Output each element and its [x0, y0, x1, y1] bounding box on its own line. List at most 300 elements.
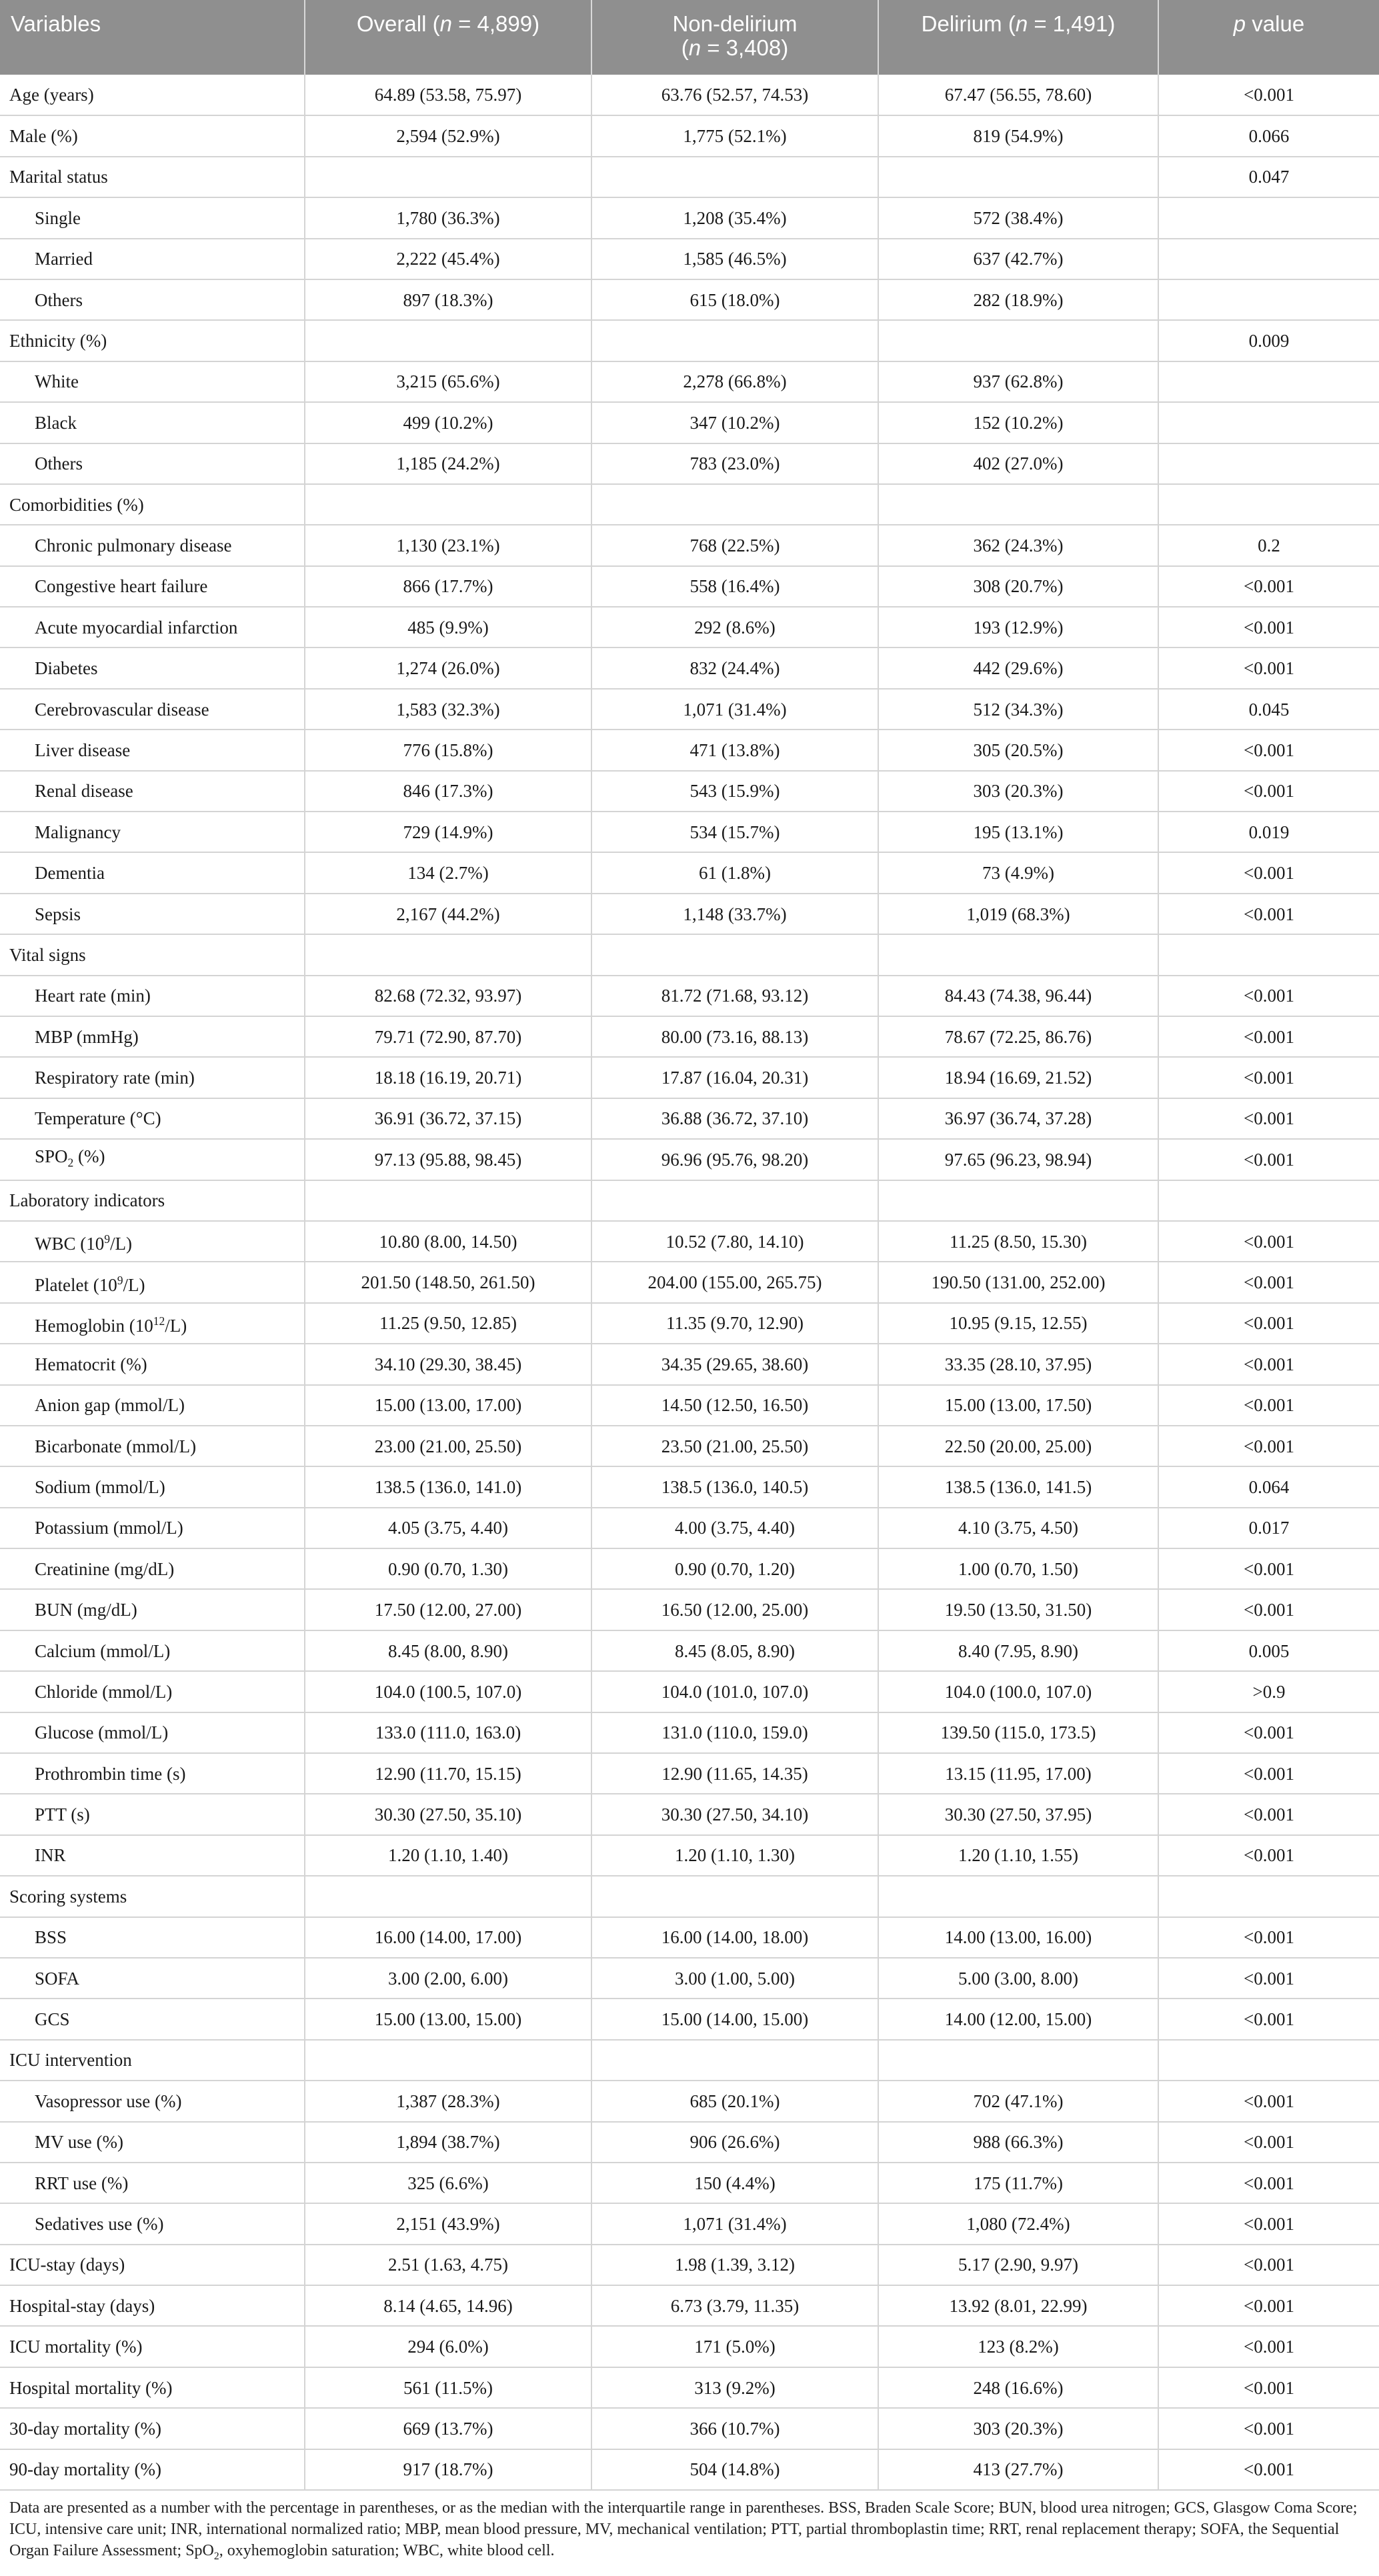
cell-overall: 846 (17.3%) [305, 771, 591, 812]
cell-non-delirium: 171 (5.0%) [591, 2326, 878, 2367]
cell-delirium: 362 (24.3%) [878, 525, 1158, 565]
cell-non-delirium: 615 (18.0%) [591, 279, 878, 320]
cell-p-value: <0.001 [1158, 1016, 1379, 1057]
cell-delirium: 1.00 (0.70, 1.50) [878, 1548, 1158, 1589]
table-row [0, 566, 1379, 607]
table-row [0, 484, 1379, 525]
cell-overall: 2,594 (52.9%) [305, 115, 591, 156]
cell-delirium: 19.50 (13.50, 31.50) [878, 1589, 1158, 1630]
row-label: Acute myocardial infarction [0, 607, 305, 648]
cell-delirium: 22.50 (20.00, 25.00) [878, 1426, 1158, 1466]
cell-non-delirium: 150 (4.4%) [591, 2163, 878, 2203]
cell-overall: 561 (11.5%) [305, 2367, 591, 2408]
row-label: Black [0, 402, 305, 443]
cell-non-delirium: 783 (23.0%) [591, 443, 878, 484]
cell-non-delirium [591, 484, 878, 525]
table-row [0, 2326, 1379, 2367]
cell-overall: 8.14 (4.65, 14.96) [305, 2285, 591, 2326]
cell-p-value: <0.001 [1158, 1098, 1379, 1139]
cell-p-value: <0.001 [1158, 1139, 1379, 1180]
cell-p-value: <0.001 [1158, 1712, 1379, 1753]
table-row [0, 1712, 1379, 1753]
cell-delirium: 637 (42.7%) [878, 239, 1158, 279]
cell-non-delirium: 15.00 (14.00, 15.00) [591, 1999, 878, 2039]
cell-overall: 897 (18.3%) [305, 279, 591, 320]
row-label: Potassium (mmol/L) [0, 1508, 305, 1548]
cell-overall: 1.20 (1.10, 1.40) [305, 1835, 591, 1876]
table-row [0, 607, 1379, 648]
cell-p-value: <0.001 [1158, 1835, 1379, 1876]
cell-overall: 34.10 (29.30, 38.45) [305, 1344, 591, 1384]
cell-p-value: <0.001 [1158, 1589, 1379, 1630]
cell-non-delirium: 0.90 (0.70, 1.20) [591, 1548, 878, 1589]
row-label: Calcium (mmol/L) [0, 1630, 305, 1671]
cell-overall: 16.00 (14.00, 17.00) [305, 1917, 591, 1958]
row-label: PTT (s) [0, 1794, 305, 1834]
cell-p-value: <0.001 [1158, 1385, 1379, 1426]
cell-p-value: <0.001 [1158, 2163, 1379, 2203]
row-label: Hematocrit (%) [0, 1344, 305, 1384]
cell-delirium: 36.97 (36.74, 37.28) [878, 1098, 1158, 1139]
table-row [0, 976, 1379, 1016]
cell-p-value: 0.066 [1158, 115, 1379, 156]
cell-overall: 1,185 (24.2%) [305, 443, 591, 484]
table-row [0, 2367, 1379, 2408]
cell-p-value: 0.064 [1158, 1466, 1379, 1507]
cell-p-value: <0.001 [1158, 2081, 1379, 2121]
cell-delirium: 402 (27.0%) [878, 443, 1158, 484]
row-label: ICU-stay (days) [0, 2245, 305, 2285]
cell-p-value [1158, 1180, 1379, 1221]
cell-p-value: <0.001 [1158, 1221, 1379, 1262]
cell-overall: 15.00 (13.00, 17.00) [305, 1385, 591, 1426]
table-footnote: Data are presented as a number with the percentage in parentheses, or as the median with the interquartile range in parentheses. BSS, Braden Scale Score; BUN, blood urea nitrogen; GCS, Glasgow Coma Score; ICU, intensive care unit; INR, international normalized ratio; MBP, mean blood pressure, MV, mechanical ventilation; PTT, partial thromboplastin time; RRT, renal replacement therapy; SOFA, the Sequential Organ Failure Assessment; SpO$_2$, oxyhemoglobin saturation; WBC, white blood cell. [9, 2499, 1358, 2562]
row-label: Hospital mortality (%) [0, 2367, 305, 2408]
cell-delirium: 413 (27.7%) [878, 2449, 1158, 2490]
cell-p-value: <0.001 [1158, 2203, 1379, 2244]
table-row [0, 894, 1379, 934]
cell-non-delirium: 16.50 (12.00, 25.00) [591, 1589, 878, 1630]
table-row [0, 1508, 1379, 1548]
table-row [0, 443, 1379, 484]
cell-non-delirium: 80.00 (73.16, 88.13) [591, 1016, 878, 1057]
cell-overall: 2,222 (45.4%) [305, 239, 591, 279]
cell-delirium: 303 (20.3%) [878, 771, 1158, 812]
table-row [0, 2245, 1379, 2285]
cell-overall: 325 (6.6%) [305, 2163, 591, 2203]
row-label: Prothrombin time (s) [0, 1753, 305, 1794]
cell-delirium: 138.5 (136.0, 141.5) [878, 1466, 1158, 1507]
cell-overall: 36.91 (36.72, 37.15) [305, 1098, 591, 1139]
cell-non-delirium: 471 (13.8%) [591, 730, 878, 770]
cell-non-delirium: 2,278 (66.8%) [591, 361, 878, 402]
cell-overall [305, 1876, 591, 1916]
cell-overall: 1,894 (38.7%) [305, 2122, 591, 2163]
cell-delirium: 73 (4.9%) [878, 852, 1158, 893]
cell-non-delirium [591, 1876, 878, 1916]
cell-non-delirium: 543 (15.9%) [591, 771, 878, 812]
cell-non-delirium: 3.00 (1.00, 5.00) [591, 1958, 878, 1999]
row-label: Comorbidities (%) [0, 484, 305, 525]
cell-non-delirium: 347 (10.2%) [591, 402, 878, 443]
cell-p-value: <0.001 [1158, 1057, 1379, 1098]
cell-overall [305, 1180, 591, 1221]
cell-overall: 79.71 (72.90, 87.70) [305, 1016, 591, 1057]
cell-overall: 1,780 (36.3%) [305, 197, 591, 238]
cell-non-delirium: 23.50 (21.00, 25.50) [591, 1426, 878, 1466]
cell-non-delirium: 96.96 (95.76, 98.20) [591, 1139, 878, 1180]
table-row [0, 320, 1379, 361]
cell-delirium: 190.50 (131.00, 252.00) [878, 1262, 1158, 1302]
cell-delirium: 442 (29.6%) [878, 648, 1158, 688]
cell-overall: 294 (6.0%) [305, 2326, 591, 2367]
table-row [0, 1548, 1379, 1589]
cell-delirium: 67.47 (56.55, 78.60) [878, 75, 1158, 115]
row-label: Married [0, 239, 305, 279]
cell-delirium [878, 1876, 1158, 1916]
cell-p-value: 0.009 [1158, 320, 1379, 361]
table-row [0, 1098, 1379, 1139]
cell-p-value: <0.001 [1158, 1917, 1379, 1958]
cell-overall: 8.45 (8.00, 8.90) [305, 1630, 591, 1671]
table-row [0, 1180, 1379, 1221]
cell-overall [305, 320, 591, 361]
cell-non-delirium: 313 (9.2%) [591, 2367, 878, 2408]
table-row [0, 1466, 1379, 1507]
header-variables: Variables [0, 0, 305, 75]
cell-overall: 729 (14.9%) [305, 812, 591, 852]
row-label: ICU mortality (%) [0, 2326, 305, 2367]
cell-overall: 201.50 (148.50, 261.50) [305, 1262, 591, 1302]
cell-overall: 133.0 (111.0, 163.0) [305, 1712, 591, 1753]
cell-delirium: 988 (66.3%) [878, 2122, 1158, 2163]
cell-p-value: <0.001 [1158, 2408, 1379, 2449]
cell-non-delirium: 768 (22.5%) [591, 525, 878, 565]
table-row [0, 75, 1379, 115]
row-label: Age (years) [0, 75, 305, 115]
row-label: $SPO_2$ (%) [0, 1139, 305, 1180]
row-label: Chronic pulmonary disease [0, 525, 305, 565]
table-row [0, 1344, 1379, 1384]
cell-p-value [1158, 2040, 1379, 2081]
cell-delirium [878, 1180, 1158, 1221]
row-label: Platelet $(10^9/L)$ [0, 1262, 305, 1302]
cell-overall: 0.90 (0.70, 1.30) [305, 1548, 591, 1589]
cell-p-value: <0.001 [1158, 1344, 1379, 1384]
table-row [0, 279, 1379, 320]
cell-overall: 2,151 (43.9%) [305, 2203, 591, 2244]
table-row [0, 1139, 1379, 1180]
table-row [0, 1426, 1379, 1466]
cell-p-value: <0.001 [1158, 2367, 1379, 2408]
cell-non-delirium: 104.0 (101.0, 107.0) [591, 1671, 878, 1712]
cell-p-value: <0.001 [1158, 607, 1379, 648]
cell-overall: 776 (15.8%) [305, 730, 591, 770]
cell-non-delirium: 81.72 (71.68, 93.12) [591, 976, 878, 1016]
table-row [0, 1221, 1379, 1262]
table-row [0, 2081, 1379, 2121]
cell-delirium: 123 (8.2%) [878, 2326, 1158, 2367]
table-row [0, 1671, 1379, 1712]
header-row [0, 0, 1379, 75]
cell-delirium: 10.95 (9.15, 12.55) [878, 1303, 1158, 1344]
cell-delirium: 18.94 (16.69, 21.52) [878, 1057, 1158, 1098]
table-row [0, 402, 1379, 443]
row-label: Congestive heart failure [0, 566, 305, 607]
table-row [0, 157, 1379, 197]
cell-non-delirium [591, 320, 878, 361]
cell-overall: 15.00 (13.00, 15.00) [305, 1999, 591, 2039]
table-row [0, 1630, 1379, 1671]
cell-delirium: 104.0 (100.0, 107.0) [878, 1671, 1158, 1712]
cell-delirium: 33.35 (28.10, 37.95) [878, 1344, 1158, 1384]
cell-overall: 2,167 (44.2%) [305, 894, 591, 934]
cell-overall: 64.89 (53.58, 75.97) [305, 75, 591, 115]
table-row [0, 2285, 1379, 2326]
cell-delirium: 14.00 (12.00, 15.00) [878, 1999, 1158, 2039]
row-label: White [0, 361, 305, 402]
cell-delirium: 13.15 (11.95, 17.00) [878, 1753, 1158, 1794]
cell-delirium: 8.40 (7.95, 8.90) [878, 1630, 1158, 1671]
row-label: ICU intervention [0, 2040, 305, 2081]
table-row [0, 361, 1379, 402]
table-row [0, 689, 1379, 730]
cell-p-value: <0.001 [1158, 1794, 1379, 1834]
cell-p-value [1158, 402, 1379, 443]
cell-non-delirium: 685 (20.1%) [591, 2081, 878, 2121]
cell-delirium: 5.00 (3.00, 8.00) [878, 1958, 1158, 1999]
cell-overall: 18.18 (16.19, 20.71) [305, 1057, 591, 1098]
cell-p-value [1158, 197, 1379, 238]
row-label: Sepsis [0, 894, 305, 934]
cell-overall: 917 (18.7%) [305, 2449, 591, 2490]
cell-overall: 134 (2.7%) [305, 852, 591, 893]
cell-delirium: 78.67 (72.25, 86.76) [878, 1016, 1158, 1057]
header-overall: Overall (n = 4,899) [305, 0, 591, 75]
cell-overall: 10.80 (8.00, 14.50) [305, 1221, 591, 1262]
cell-non-delirium [591, 1180, 878, 1221]
cell-overall: 1,274 (26.0%) [305, 648, 591, 688]
cell-p-value: <0.001 [1158, 2122, 1379, 2163]
cell-p-value: >0.9 [1158, 1671, 1379, 1712]
cell-p-value: <0.001 [1158, 1999, 1379, 2039]
table-row [0, 934, 1379, 975]
row-label: Diabetes [0, 648, 305, 688]
table-row [0, 730, 1379, 770]
row-label: BUN (mg/dL) [0, 1589, 305, 1630]
table-row [0, 1057, 1379, 1098]
cell-p-value: <0.001 [1158, 1958, 1379, 1999]
cell-delirium: 937 (62.8%) [878, 361, 1158, 402]
cell-overall: 4.05 (3.75, 4.40) [305, 1508, 591, 1548]
table-body [0, 75, 1379, 2490]
row-label: Hospital-stay (days) [0, 2285, 305, 2326]
cell-non-delirium: 16.00 (14.00, 18.00) [591, 1917, 878, 1958]
cell-delirium: 305 (20.5%) [878, 730, 1158, 770]
cell-p-value [1158, 443, 1379, 484]
table-row [0, 239, 1379, 279]
table-row [0, 525, 1379, 565]
table-row [0, 1835, 1379, 1876]
cell-delirium [878, 484, 1158, 525]
cell-p-value: 0.045 [1158, 689, 1379, 730]
cell-delirium: 84.43 (74.38, 96.44) [878, 976, 1158, 1016]
table-row [0, 1876, 1379, 1916]
cell-p-value [1158, 361, 1379, 402]
row-label: Ethnicity (%) [0, 320, 305, 361]
row-label: INR [0, 1835, 305, 1876]
cell-p-value: <0.001 [1158, 852, 1379, 893]
cell-overall: 499 (10.2%) [305, 402, 591, 443]
cell-p-value: 0.019 [1158, 812, 1379, 852]
table-row [0, 1262, 1379, 1302]
cell-non-delirium: 10.52 (7.80, 14.10) [591, 1221, 878, 1262]
cell-delirium: 1,080 (72.4%) [878, 2203, 1158, 2244]
cell-delirium: 139.50 (115.0, 173.5) [878, 1712, 1158, 1753]
row-label: Creatinine (mg/dL) [0, 1548, 305, 1589]
cell-non-delirium: 17.87 (16.04, 20.31) [591, 1057, 878, 1098]
cell-delirium: 97.65 (96.23, 98.94) [878, 1139, 1158, 1180]
cell-overall: 3,215 (65.6%) [305, 361, 591, 402]
cell-delirium: 193 (12.9%) [878, 607, 1158, 648]
table-row [0, 1917, 1379, 1958]
cell-non-delirium: 1,071 (31.4%) [591, 689, 878, 730]
cell-overall [305, 934, 591, 975]
cell-non-delirium: 12.90 (11.65, 14.35) [591, 1753, 878, 1794]
row-label: Heart rate (min) [0, 976, 305, 1016]
table-row [0, 1303, 1379, 1344]
row-label: SOFA [0, 1958, 305, 1999]
cell-non-delirium: 558 (16.4%) [591, 566, 878, 607]
cell-delirium: 11.25 (8.50, 15.30) [878, 1221, 1158, 1262]
cell-non-delirium: 36.88 (36.72, 37.10) [591, 1098, 878, 1139]
cell-p-value: <0.001 [1158, 1303, 1379, 1344]
cell-overall: 1,130 (23.1%) [305, 525, 591, 565]
cell-non-delirium: 14.50 (12.50, 16.50) [591, 1385, 878, 1426]
table-row [0, 1753, 1379, 1794]
cell-non-delirium: 131.0 (110.0, 159.0) [591, 1712, 878, 1753]
cell-overall [305, 2040, 591, 2081]
cell-p-value [1158, 279, 1379, 320]
cell-overall: 485 (9.9%) [305, 607, 591, 648]
table-row [0, 648, 1379, 688]
cell-delirium: 30.30 (27.50, 37.95) [878, 1794, 1158, 1834]
row-label: Temperature (°C) [0, 1098, 305, 1139]
row-label: RRT use (%) [0, 2163, 305, 2203]
cell-p-value: <0.001 [1158, 976, 1379, 1016]
table-row [0, 1794, 1379, 1834]
cell-p-value: <0.001 [1158, 1262, 1379, 1302]
cell-p-value: <0.001 [1158, 2285, 1379, 2326]
cell-p-value: <0.001 [1158, 75, 1379, 115]
cell-delirium: 248 (16.6%) [878, 2367, 1158, 2408]
cell-delirium: 1,019 (68.3%) [878, 894, 1158, 934]
cell-delirium [878, 320, 1158, 361]
cell-p-value: 0.017 [1158, 1508, 1379, 1548]
cell-non-delirium: 832 (24.4%) [591, 648, 878, 688]
cell-delirium: 152 (10.2%) [878, 402, 1158, 443]
table-row [0, 115, 1379, 156]
cell-overall: 12.90 (11.70, 15.15) [305, 1753, 591, 1794]
row-label: BSS [0, 1917, 305, 1958]
row-label: Laboratory indicators [0, 1180, 305, 1221]
table-row [0, 1016, 1379, 1057]
cell-non-delirium: 63.76 (52.57, 74.53) [591, 75, 878, 115]
row-label: Chloride (mmol/L) [0, 1671, 305, 1712]
cell-non-delirium: 1.20 (1.10, 1.30) [591, 1835, 878, 1876]
cell-overall: 23.00 (21.00, 25.50) [305, 1426, 591, 1466]
table-row [0, 2449, 1379, 2490]
cell-non-delirium: 138.5 (136.0, 140.5) [591, 1466, 878, 1507]
cell-p-value: 0.005 [1158, 1630, 1379, 1671]
row-label: WBC $(10^9/L)$ [0, 1221, 305, 1262]
cell-p-value: <0.001 [1158, 2326, 1379, 2367]
row-label: Male (%) [0, 115, 305, 156]
cell-overall: 104.0 (100.5, 107.0) [305, 1671, 591, 1712]
cell-p-value: <0.001 [1158, 1426, 1379, 1466]
cell-p-value [1158, 239, 1379, 279]
cell-non-delirium: 204.00 (155.00, 265.75) [591, 1262, 878, 1302]
cell-non-delirium [591, 934, 878, 975]
cell-non-delirium [591, 2040, 878, 2081]
row-label: Vasopressor use (%) [0, 2081, 305, 2121]
cell-delirium [878, 157, 1158, 197]
cell-non-delirium: 504 (14.8%) [591, 2449, 878, 2490]
cell-non-delirium: 1,775 (52.1%) [591, 115, 878, 156]
cell-p-value: <0.001 [1158, 566, 1379, 607]
row-label: Sedatives use (%) [0, 2203, 305, 2244]
cell-delirium [878, 2040, 1158, 2081]
row-label: Hemoglobin $(10^{12}/L)$ [0, 1303, 305, 1344]
cell-delirium: 195 (13.1%) [878, 812, 1158, 852]
cell-delirium: 13.92 (8.01, 22.99) [878, 2285, 1158, 2326]
table-row [0, 1958, 1379, 1999]
cell-delirium: 308 (20.7%) [878, 566, 1158, 607]
cell-non-delirium: 366 (10.7%) [591, 2408, 878, 2449]
cell-non-delirium: 4.00 (3.75, 4.40) [591, 1508, 878, 1548]
cell-delirium: 14.00 (13.00, 16.00) [878, 1917, 1158, 1958]
cell-p-value: <0.001 [1158, 2245, 1379, 2285]
cell-delirium: 4.10 (3.75, 4.50) [878, 1508, 1158, 1548]
cell-overall: 17.50 (12.00, 27.00) [305, 1589, 591, 1630]
cell-non-delirium [591, 157, 878, 197]
table-row [0, 197, 1379, 238]
table-row [0, 2203, 1379, 2244]
cell-overall: 1,583 (32.3%) [305, 689, 591, 730]
cell-p-value [1158, 1876, 1379, 1916]
cell-delirium: 512 (34.3%) [878, 689, 1158, 730]
cell-p-value [1158, 934, 1379, 975]
cell-delirium [878, 934, 1158, 975]
cell-non-delirium: 11.35 (9.70, 12.90) [591, 1303, 878, 1344]
cell-p-value: <0.001 [1158, 2449, 1379, 2490]
cell-non-delirium: 6.73 (3.79, 11.35) [591, 2285, 878, 2326]
row-label: GCS [0, 1999, 305, 2039]
cell-p-value: <0.001 [1158, 730, 1379, 770]
row-label: Scoring systems [0, 1876, 305, 1916]
row-label: Bicarbonate (mmol/L) [0, 1426, 305, 1466]
row-label: Single [0, 197, 305, 238]
cell-overall: 1,387 (28.3%) [305, 2081, 591, 2121]
header-non-delirium: Non-delirium (n = 3,408) [591, 0, 878, 75]
cell-p-value: <0.001 [1158, 1753, 1379, 1794]
row-label: Dementia [0, 852, 305, 893]
cell-delirium: 175 (11.7%) [878, 2163, 1158, 2203]
row-label: Glucose (mmol/L) [0, 1712, 305, 1753]
cell-non-delirium: 1,148 (33.7%) [591, 894, 878, 934]
table-row [0, 852, 1379, 893]
cell-overall: 82.68 (72.32, 93.97) [305, 976, 591, 1016]
